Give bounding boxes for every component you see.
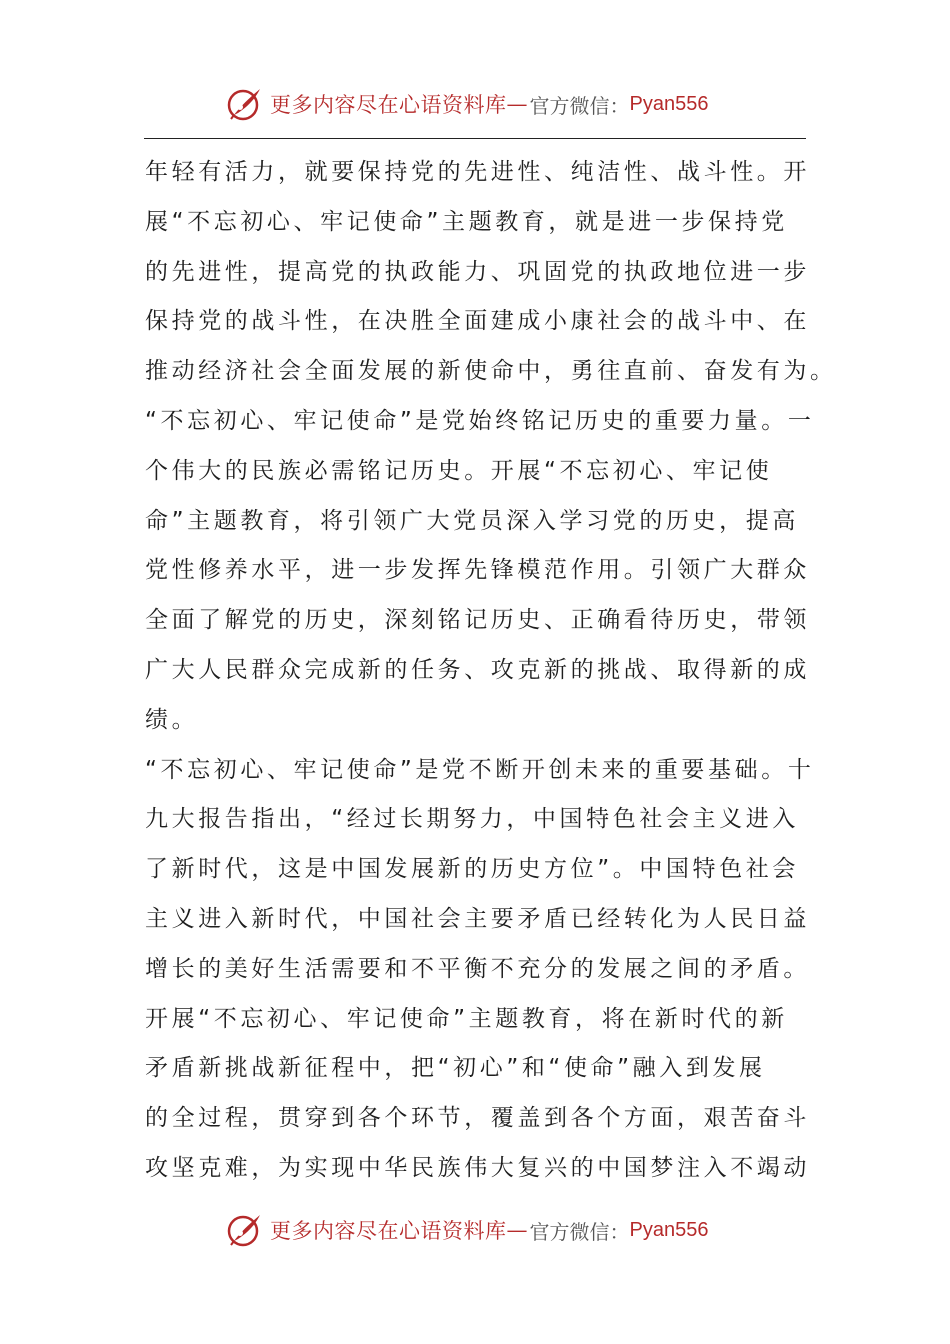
footer-banner	[226, 1210, 708, 1250]
text-line: 绩。	[145, 706, 199, 733]
header-banner	[226, 84, 708, 124]
banner-brand-text: 更多内容尽在心语资料库	[270, 93, 507, 117]
document-body	[145, 148, 837, 1194]
text-line: 的先进性，提高党的执政能力、巩固党的执政地位进一步	[145, 258, 810, 285]
text-line: 了新时代，这是中国发展新的历史方位”。中国特色社会	[145, 856, 799, 883]
text-line: 的全过程，贯穿到各个环节，覆盖到各个方面，艰苦奋斗	[145, 1105, 810, 1132]
banner-wechat-id: Pyan556	[629, 1218, 709, 1241]
text-line: 个伟大的民族必需铭记历史。开展“不忘初心、牢记使	[145, 457, 773, 484]
text-line: 展“不忘初心、牢记使命”主题教育，就是进一步保持党	[145, 208, 788, 235]
text-line: 主义进入新时代，中国社会主要矛盾已经转化为人民日益	[145, 905, 810, 932]
text-line: 保持党的战斗性，在决胜全面建成小康社会的战斗中、在	[145, 308, 810, 335]
text-line: 广大人民群众完成新的任务、攻克新的挑战、取得新的成	[145, 656, 810, 683]
quill-pen-icon	[226, 1211, 264, 1249]
text-line: 全面了解党的历史，深刻铭记历史、正确看待历史，带领	[145, 607, 810, 634]
text-line: “不忘初心、牢记使命”是党不断开创未来的重要基础。十	[145, 756, 815, 783]
text-line: 党性修养水平，进一步发挥先锋模范作用。引领广大群众	[145, 557, 810, 584]
text-line: 攻坚克难，为实现中华民族伟大复兴的中国梦注入不竭动	[145, 1154, 810, 1181]
quill-pen-icon	[226, 85, 264, 123]
banner-dash: —	[506, 1218, 528, 1242]
banner-wechat-label: 官方微信：	[529, 93, 630, 118]
text-line: 九大报告指出，“经过长期努力，中国特色社会主义进入	[145, 806, 799, 833]
text-line: 增长的美好生活需要和不平衡不充分的发展之间的矛盾。	[145, 955, 810, 982]
banner-brand-text: 更多内容尽在心语资料库	[270, 1219, 507, 1243]
text-line: 年轻有活力，就要保持党的先进性、纯洁性、战斗性。开	[145, 159, 810, 185]
text-line: “不忘初心、牢记使命”是党始终铭记历史的重要力量。一	[145, 407, 815, 434]
text-line: 推动经济社会全面发展的新使命中，勇往直前、奋发有为。	[145, 358, 837, 385]
banner-wechat-id: Pyan556	[629, 92, 709, 115]
text-line: 矛盾新挑战新征程中，把“初心”和“使命”融入到发展	[145, 1055, 766, 1082]
text-line: 开展“不忘初心、牢记使命”主题教育，将在新时代的新	[145, 1005, 788, 1032]
header-divider	[144, 138, 806, 139]
banner-wechat-label: 官方微信：	[529, 1219, 630, 1244]
text-line: 命”主题教育，将引领广大党员深入学习党的历史，提高	[145, 507, 799, 534]
banner-dash: —	[506, 92, 528, 116]
